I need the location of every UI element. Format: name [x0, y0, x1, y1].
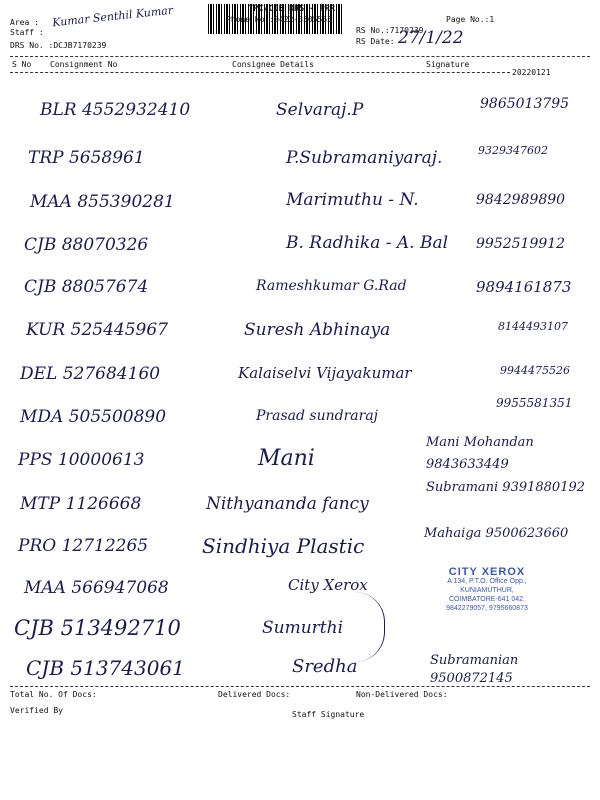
consignee-name: Marimuthu - N.	[286, 190, 419, 210]
signature-phone: 9865013795	[480, 96, 570, 112]
col-consignee: Consignee Details	[232, 60, 314, 69]
header-divider-bottom	[10, 72, 510, 73]
consignment-number: PRO 12712265	[18, 536, 149, 556]
consignment-number: KUR 525445967	[26, 320, 168, 340]
stamp-name: CITY XEROX	[448, 566, 526, 578]
city-xerox-stamp	[412, 568, 562, 632]
document-title: TPC/CJB DRS - PRR	[248, 4, 335, 14]
consignment-number: MDA 505500890	[20, 407, 167, 427]
drs-number: DRS No. :DCJB7170239	[10, 41, 107, 50]
consignment-number: MTP 1126668	[20, 494, 142, 514]
consignee-name: Sumurthi	[262, 618, 344, 638]
consignee-name: Nithyananda fancy	[206, 494, 369, 514]
consignee-name: Kalaiselvi Vijayakumar	[238, 364, 412, 382]
consignment-number: TRP 5658961	[28, 148, 145, 168]
consignment-number: BLR 4552932410	[40, 100, 191, 120]
delivered-docs-label: Delivered Docs:	[218, 690, 291, 699]
stamp-address-3: COIMBATORE-641 042.	[449, 596, 525, 603]
rs-date-handwritten: 27/1/22	[398, 28, 464, 48]
bracket-mark	[348, 592, 385, 662]
signature-phone: 8144493107	[498, 320, 568, 333]
verified-by-label: Verified By	[10, 706, 63, 715]
stamp-phones: 9842279057, 9795660873	[446, 605, 528, 612]
stamp-address-2: KUNIAMUTHUR,	[460, 587, 514, 594]
consignee-name: Rameshkumar G.Rad	[256, 278, 407, 294]
non-delivered-docs-label: Non-Delivered Docs:	[356, 690, 448, 699]
signature-name-phone: Subramani 9391880192	[426, 480, 586, 495]
signature-phone: 9894161873	[476, 278, 572, 296]
consignment-number: MAA 855390281	[30, 192, 175, 212]
date-code: 20220121	[512, 68, 551, 77]
consignee-name: Mani	[258, 446, 315, 471]
consignee-name: P.Subramaniyaraj.	[286, 148, 443, 168]
consignee-name: Sindhiya Plastic	[202, 534, 365, 558]
signature-name-phone: Mahaiga 9500623660	[424, 526, 569, 541]
staff-signature-label: Staff Signature	[292, 710, 365, 719]
consignee-name: Suresh Abhinaya	[244, 320, 391, 340]
area-label: Area :	[10, 18, 39, 27]
consignment-number: CJB 513743061	[26, 656, 185, 680]
phone-number: Phone No.:0422-3505555	[226, 15, 332, 24]
consignment-number: CJB 513492710	[14, 616, 181, 640]
stamp-address-1: A 134, P.T.O. Office Opp.,	[447, 578, 527, 585]
signature-phone: 9955581351	[496, 396, 573, 410]
consignment-number: PPS 10000613	[18, 450, 145, 470]
col-consignment: Consignment No	[50, 60, 118, 69]
signature-phone: 9842989890	[476, 192, 566, 208]
consignment-number: CJB 88057674	[24, 277, 149, 297]
consignee-name: Sredha	[292, 656, 358, 677]
col-sno: S No	[12, 60, 32, 69]
staff-handwritten: Kumar Senthil Kumar	[51, 3, 174, 30]
header-divider-top	[10, 56, 590, 57]
signature-phone: 9944475526	[500, 364, 570, 377]
footer-divider	[10, 686, 590, 687]
consignee-name: B. Radhika - A. Bal	[286, 233, 449, 253]
rs-number: RS No.:7170239	[356, 26, 424, 35]
total-docs-label: Total No. Of Docs:	[10, 690, 97, 699]
page-number: Page No.:1	[446, 15, 495, 24]
consignee-name: Selvaraj.P	[276, 100, 364, 120]
consignee-name: Prasad sundraraj	[256, 408, 379, 424]
staff-label: Staff :	[10, 28, 44, 37]
col-signature: Signature	[426, 60, 470, 69]
consignment-number: DEL 527684160	[20, 364, 161, 384]
rs-date-label: RS Date:	[356, 37, 395, 46]
consignment-number: CJB 88070326	[24, 235, 149, 255]
signature-name-phone: Subramanian 9500872145	[430, 653, 519, 686]
signature-name-phone: Mani Mohandan 9843633449	[426, 435, 534, 472]
consignment-number: MAA 566947068	[24, 578, 169, 598]
signature-phone: 9329347602	[478, 144, 548, 157]
signature-phone: 9952519912	[476, 236, 566, 252]
consignee-name: City Xerox	[288, 576, 368, 594]
